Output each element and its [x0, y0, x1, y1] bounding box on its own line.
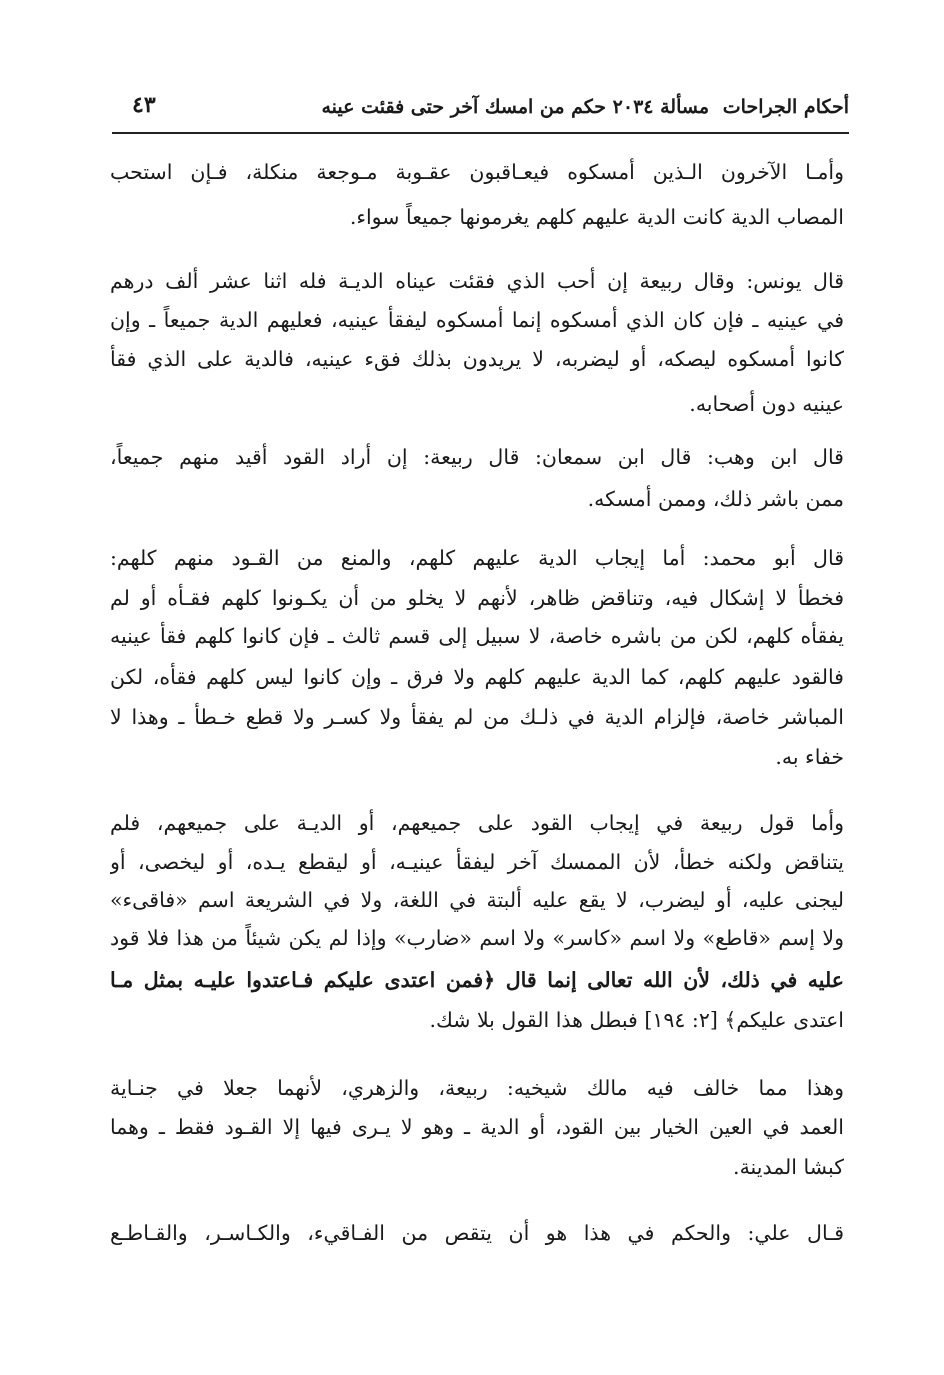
text-line: يتناقض ولكنه خطأ، لأن الممسك آخر ليفقأ عينيـه، أو ليقطع يـده، أو ليخصى، أو [110, 850, 844, 874]
text-line: ليجنى عليه، أو ليضرب، لا يقع عليه ألبتة في اللغة، ولا في الشريعة اسم «فاقىء» [110, 888, 844, 912]
text-line: العمد في العين الخيار بين القود، أو الدية ـ وهو لا يـرى فيها إلا القـود فقط ـ وهما [110, 1115, 844, 1139]
running-header [112, 92, 849, 134]
text-line: عينيه دون أصحابه. [689, 392, 844, 416]
text-line: ممن باشر ذلك، وممن أمسكه. [587, 487, 844, 511]
text-line: وهذا مما خالف فيه مالك شيخيه: ربيعة، والزهري، لأنهما جعلا في جنـاية [110, 1076, 844, 1100]
text-line: قال ابن وهب: قال ابن سمعان: قال ربيعة: إن أراد القود أقيد منهم جميعاً، [110, 445, 844, 469]
text-line: المصاب الدية كانت الدية عليهم كلهم يغرمونها جميعاً سواء. [349, 205, 844, 229]
text-line: وأما قول ربيعة في إيجاب القود على جميعهم، أو الديـة على جميعهم، فلم [110, 811, 844, 835]
text-line: خفاء به. [775, 745, 844, 769]
text-line: كانوا أمسكوه ليصكه، أو ليضربه، لا يريدون بذلك فقء عينيه، فالدية على الذي فقأ [110, 347, 844, 371]
issue-title: مسألة ٢٠٣٤ حكم من امسك آخر حتى فقئت عينه [321, 96, 709, 118]
text-line: فالقود عليهم كلهم، كما الدية عليهم كلهم ولا فرق ـ وإن كانوا ليس كلهم فقأه، لكن [110, 665, 844, 689]
text-line: في عينيه ـ فإن كان الذي أمسكوه إنما أمسكوه ليفقأ عينيه، فعليهم الدية جميعاً ـ وإن [110, 308, 844, 332]
text-line: فخطأ لا إشكال فيه، وتناقض ظاهر، لأنهم لا يخلو من أن يكـونوا كلهم فقـأه أو لم [110, 586, 844, 610]
book-title: أحكام الجراحات [722, 96, 849, 118]
text-line: عليه في ذلك، لأن الله تعالى إنما قال ﴿فمن اعتدى عليكم فـاعتدوا عليـه بمثل مـا [110, 968, 844, 992]
text-line: اعتدى عليكم﴾ [٢: ١٩٤] فبطل هذا القول بلا شك. [429, 1008, 844, 1032]
text-line: كبشا المدينة. [733, 1155, 844, 1179]
text-line: قال أبو محمد: أما إيجاب الدية عليهم كلهم، والمنع من القـود منهم كلهم: [110, 546, 844, 570]
text-line: ولا إسم «قاطع» ولا اسم «كاسر» ولا اسم «ضارب» وإذا لم يكن شيئاً من هذا فلا قود [110, 926, 844, 950]
page-number: ٤٣ [132, 92, 156, 118]
text-line: قال يونس: وقال ربيعة إن أحب الذي فقئت عيناه الديـة فله اثنا عشر ألف درهم [110, 269, 844, 293]
text-line: المباشر خاصة، فإلزام الدية في ذلـك من لم يفقأ ولا كسـر ولا قطع خـطأ ـ وهذا لا [110, 705, 844, 729]
text-line: قـال علي: والحكم في هذا هو أن يتقص من الفـاقيء، والكـاسـر، والقـاطـع [110, 1221, 844, 1245]
text-line: يفقأه كلهم، لكن من باشره خاصة، لا سبيل إلى قسم ثالث ـ فإن كانوا كلهم فقأ عينيه [110, 624, 844, 648]
text-line: وأمـا الآخرون الـذين أمسكوه فيعـاقبون عقـوبة مـوجعة منكلة، فـإن استحب [110, 160, 844, 184]
